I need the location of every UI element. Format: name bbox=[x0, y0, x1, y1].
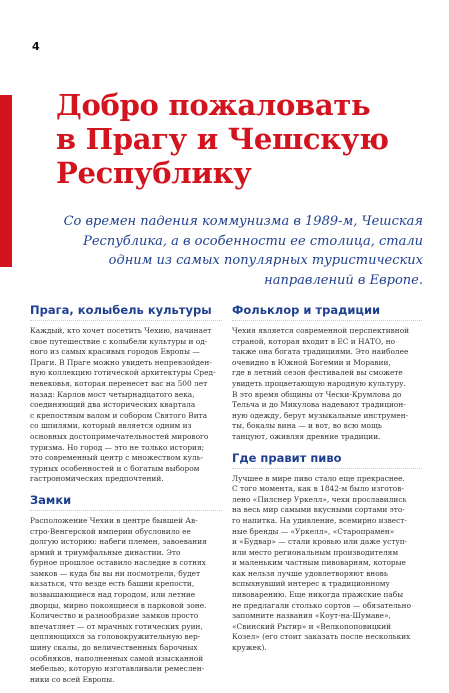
section-prague bbox=[30, 303, 222, 485]
section-folklore bbox=[232, 303, 422, 443]
body-line: С того момента, как в 1842-м было изготов- bbox=[232, 484, 404, 494]
body-line: вспыхнувший интерес к традиционному bbox=[232, 579, 390, 589]
body-line: как нельзя лучше удовлетворяют вновь bbox=[232, 568, 388, 578]
title-line: Добро пожаловать bbox=[56, 88, 371, 122]
body-line: ного из самых красивых городов Европы — bbox=[30, 347, 200, 357]
page-number: 4 bbox=[32, 40, 40, 53]
body-line: очевидно в Южной Богемии и Моравии, bbox=[232, 357, 391, 367]
body-line: «Свинский Рытир» и «Велкопоповицкий bbox=[232, 621, 392, 631]
title-line: Республику bbox=[56, 156, 252, 190]
section-castles bbox=[30, 493, 222, 686]
body-line: особняков, наполненных самой изысканной bbox=[30, 653, 204, 663]
body-line: основных достопримечательностей мирового bbox=[30, 431, 209, 441]
section-heading: Замки bbox=[30, 493, 222, 511]
body-line: бурное прошлое оставило наследие в сотнях bbox=[30, 558, 206, 568]
page-title bbox=[56, 88, 436, 190]
lead-line: направлений в Европе. bbox=[264, 272, 423, 288]
body-line: казаться, что везде есть башни крепости, bbox=[30, 579, 195, 589]
section-heading: Где правит пиво bbox=[232, 451, 422, 469]
body-line: увидеть процветающую народную культуру. bbox=[232, 378, 406, 388]
body-line: лено «Пилснер Уркелл», чехи прославились bbox=[232, 494, 407, 504]
body-line: шину скалы, до величественных барочных bbox=[30, 643, 198, 653]
body-line: Каждый, кто хочет посетить Чехию, начинает bbox=[30, 326, 212, 335]
body-line: армий и триумфальные династии. Это bbox=[30, 547, 181, 557]
body-line: Количество и разнообразие замков просто bbox=[30, 611, 199, 621]
body-line: и «Будвар» — стали кровью или даже уступ- bbox=[232, 537, 408, 547]
body-line: Расположение Чехии в центре бывшей Ав- bbox=[30, 515, 198, 525]
body-line: и маленьким частным пивоварням, которые bbox=[232, 558, 406, 568]
body-line: Чехия является современной перспективной bbox=[232, 326, 410, 335]
body-line: кружек). bbox=[232, 643, 267, 653]
body-line: с крепостным валом и собором Святого Вита bbox=[30, 410, 208, 420]
section-body bbox=[30, 326, 222, 485]
body-line: Праги. В Праге можно увидеть непревзойден- bbox=[30, 357, 212, 367]
body-line: го напитка. На удивление, всемирно извест- bbox=[232, 515, 407, 525]
section-heading: Прага, колыбель культуры bbox=[30, 303, 222, 321]
body-line: со шпилями, который является одним из bbox=[30, 421, 192, 431]
body-line: стро-Венгерской империи обусловило ее bbox=[30, 526, 191, 536]
body-line: это современный центр с множеством куль- bbox=[30, 453, 204, 463]
body-line: также она богата традициями. Это наиболее bbox=[232, 347, 409, 357]
body-line: В это время общины от Чески-Крумлова до bbox=[232, 389, 402, 399]
section-beer bbox=[232, 451, 422, 654]
section-body bbox=[30, 516, 222, 686]
body-line: дворцы, мирно покоящиеся в парковой зоне. bbox=[30, 600, 207, 610]
body-line: впечатляет — от мрачных готических руин, bbox=[30, 621, 203, 631]
body-line: соединяющий два исторических квартала bbox=[30, 400, 196, 410]
body-line: где в летний сезон фестивалей вы сможете bbox=[232, 368, 403, 378]
body-line: пивоварению. Еще никогда пражские пабы bbox=[232, 590, 404, 600]
left-column bbox=[30, 303, 222, 693]
body-line: ную одежду, берут музыкальные инструмен- bbox=[232, 410, 409, 420]
body-line: долгую историю: набеги племен, завоевания bbox=[30, 537, 207, 547]
body-line: турных особенностей и с богатым выбором bbox=[30, 463, 200, 473]
body-line: танцуют, оживляя древние традиции. bbox=[232, 431, 381, 441]
lead-line: Республика, а в особенности ее столица, стали bbox=[83, 233, 423, 249]
body-line: мебелью, которую изготавливали ремеслен- bbox=[30, 664, 205, 674]
body-line: Лучшее в мире пиво стало еще прекраснее. bbox=[232, 473, 405, 483]
body-line: ную коллекцию готической архитектуры Сред- bbox=[30, 368, 216, 378]
body-line: Тельча и до Микулова надевают традицион- bbox=[232, 400, 406, 410]
section-body bbox=[232, 326, 422, 443]
body-line: ные бренды — «Уркелл», «Старопрамен» bbox=[232, 526, 395, 536]
section-heading: Фольклор и традиции bbox=[232, 303, 422, 321]
title-line: в Прагу и Чешскую bbox=[56, 122, 389, 156]
body-line: цепляющихся за головокружительную вер- bbox=[30, 632, 201, 642]
body-line: запомните названия «Коут-на-Шумаве», bbox=[232, 611, 391, 621]
body-line: туризма. Но город — это не только история; bbox=[30, 442, 205, 452]
right-column bbox=[232, 303, 422, 662]
body-line: возвышающиеся над городом, или летние bbox=[30, 590, 196, 600]
body-line: Козел» (его стоит заказать после нескольких bbox=[232, 632, 411, 642]
body-line: невековья, которая перенесет вас на 500 лет bbox=[30, 378, 208, 388]
body-line: страной, которая входит в ЕС и НАТО, но bbox=[232, 336, 396, 346]
body-line: замков — куда бы вы ни посмотрели, будет bbox=[30, 568, 201, 578]
body-line: на весь мир самыми вкусными сортами это- bbox=[232, 505, 405, 515]
section-body bbox=[232, 474, 422, 654]
body-line: ники со всей Европы. bbox=[30, 674, 115, 684]
body-line: не предлагали столько сортов — обязательно bbox=[232, 600, 412, 610]
body-line: назад: Карлов мост четырнадцатого века, bbox=[30, 389, 195, 399]
red-accent-tab bbox=[0, 95, 12, 267]
body-line: или место региональным производителям bbox=[232, 547, 399, 557]
body-line: гастрономических предпочтений. bbox=[30, 474, 164, 484]
lead-line: одним из самых популярных туристических bbox=[108, 253, 423, 268]
body-line: ты, бокалы вина — и вот, во всю мощь bbox=[232, 421, 382, 431]
lead-line: Со времен падения коммунизма в 1989-м, Чешская bbox=[63, 214, 423, 229]
lead-paragraph bbox=[53, 212, 423, 290]
body-line: свое путешествие с колыбели культуры и од- bbox=[30, 336, 208, 346]
